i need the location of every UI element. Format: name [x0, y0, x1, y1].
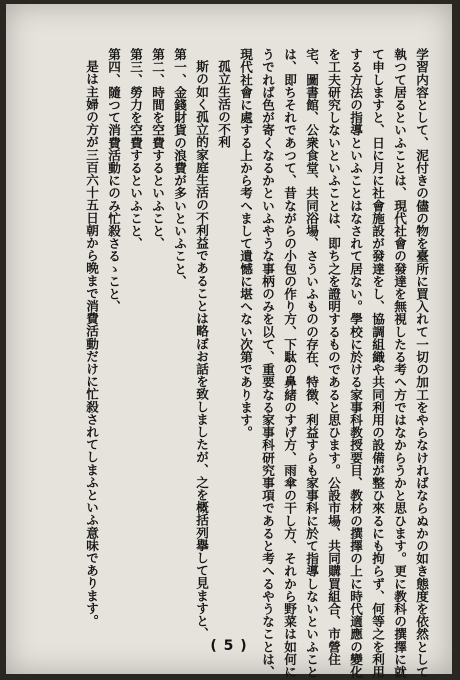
text-line: を工夫研究しないといふことは、即ち之を證明するものであると思ひます。公設市場、共同購買組合、市營住	[326, 48, 341, 666]
page-number: ( 5 )	[210, 638, 248, 654]
text-line: て申しますと、日に月に社會施設が發達をし、協調組織や共同利用の設備が整ひ來るにも拘らず、何等之を利用	[370, 48, 385, 678]
text-line: する方法の指導といふことはなされて居ない。學校に於ける家事科教授要目、教材の撰擇の上に時代適應の變化	[348, 48, 363, 678]
list-item: 第二、時間を空費するといふこと、	[150, 48, 165, 250]
vertical-text-body	[38, 48, 432, 678]
text-line: うでれば色が寄くなるかといふやうな事柄のみを以て、重要なる家事科研究事項であると考へるやうなことは、	[260, 48, 275, 678]
text-line: 斯の如く孤立的家庭生活の不利益であることは略ぼお話を致しましたが、之を概括列擧して見ますと、	[194, 60, 209, 640]
list-item: 第三、勞力を空費するといふこと、	[128, 48, 143, 250]
text-line: は、即ちそれであつて、昔ながらの小包の作り方、下駄の鼻緒のすげ方、雨傘の干し方、それから野菜は如何に	[282, 48, 297, 678]
text-line: 学習内容として、泥付きの儘の物を臺所に買入れて一切の加工をやらなければならぬかの如き態度を依然として	[414, 48, 429, 678]
text-line: 宅、圖書館、公衆食堂、共同浴場、さういふものの存在、特徴、利益すらも家事科に於て指導しないといふこと	[304, 48, 319, 678]
text-line: 是は主婦の方が三百六十五日朝から晩まで消費活動だけに忙殺されてしまふといふ意味であります。	[84, 60, 99, 627]
list-item: 第四、隨つて消費活動にのみ忙殺さるゝこと、	[106, 48, 121, 313]
text-line: 現代社會に處する上から考へまして遺憾に堪へない次第であります。	[238, 48, 253, 439]
text-line: 執つて居るといふことは、現代社會の發達を無視したる考へ方ではなからうかと思ひます。更に教科の撰擇に就	[392, 48, 407, 678]
document-page	[6, 4, 452, 678]
list-item: 第一、金錢財貨の浪費が多いといふこと、	[172, 48, 187, 288]
section-heading: 孤立生活の不利	[216, 60, 231, 149]
